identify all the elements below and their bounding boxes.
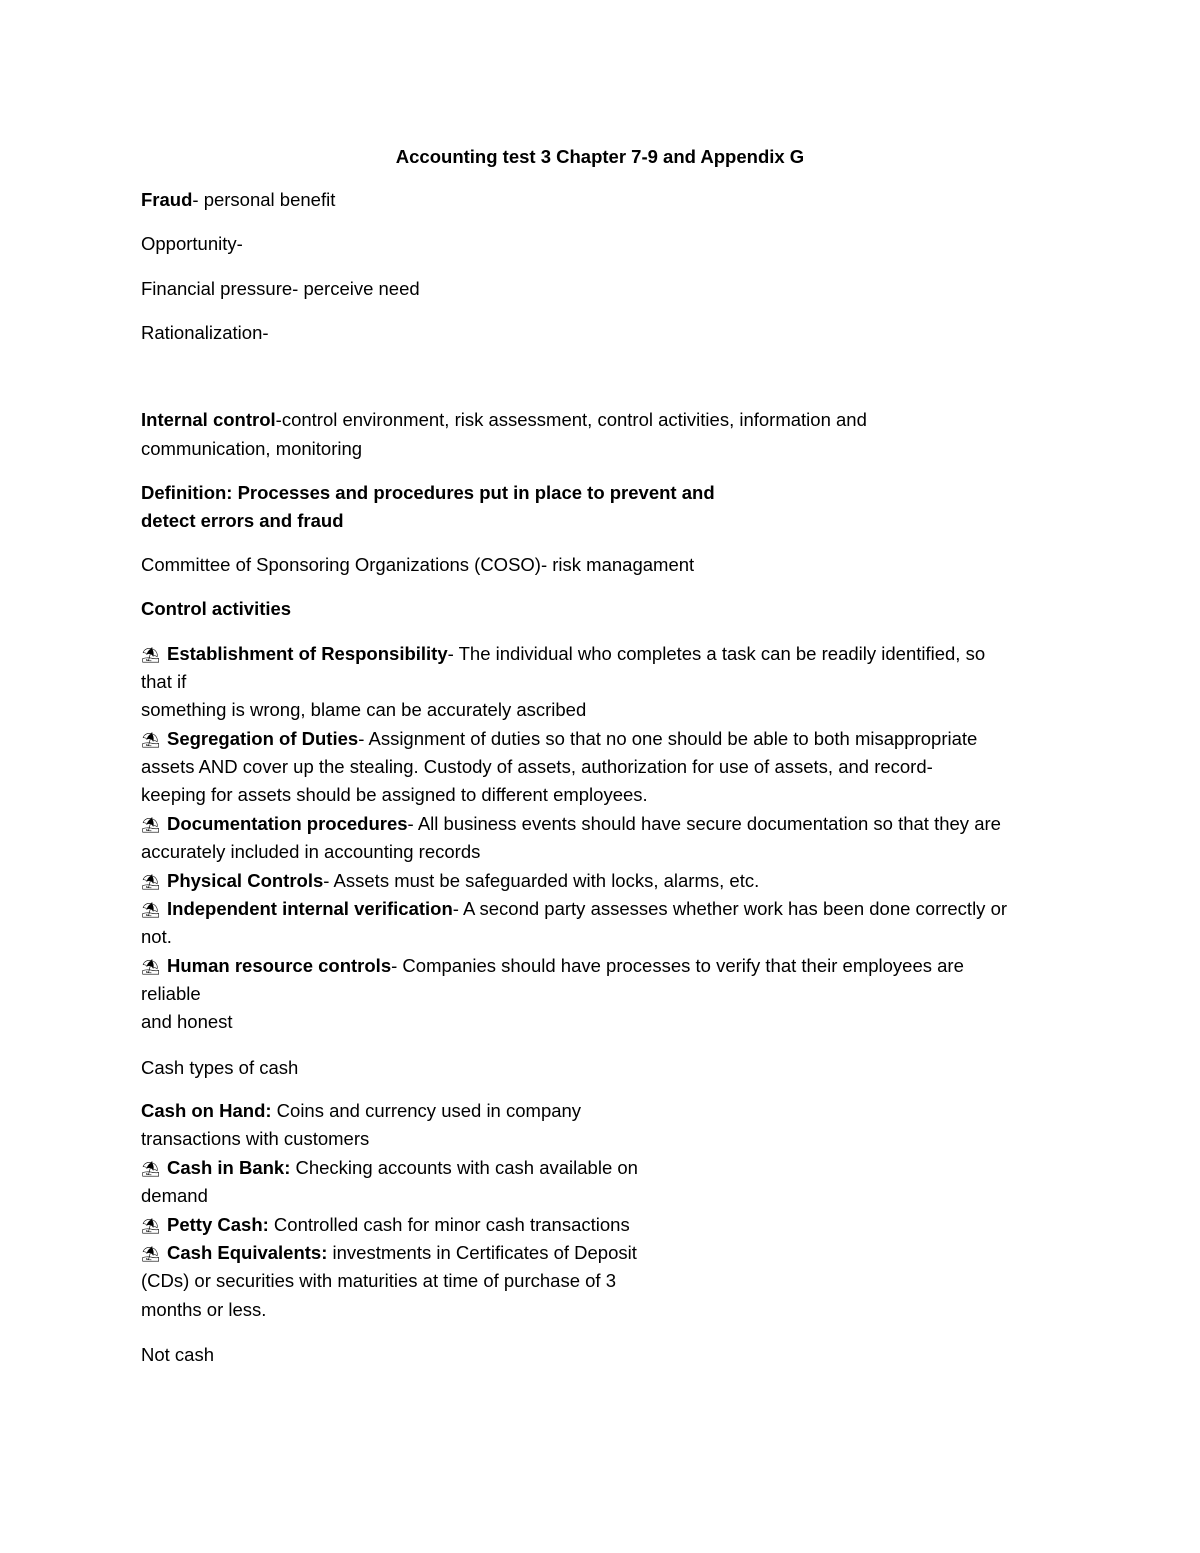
control-activity-term: Documentation procedures	[167, 813, 408, 834]
control-activity-continuation: reliable	[141, 983, 201, 1004]
control-activity-term: Independent internal verification	[167, 898, 453, 919]
beach-umbrella-icon: ⛱	[141, 1218, 161, 1235]
control-activity-item	[141, 897, 1007, 923]
control-activity-item	[141, 954, 964, 980]
definition-line-2	[141, 509, 344, 533]
beach-umbrella-icon: ⛱	[141, 732, 161, 749]
control-activity-continuation: that if	[141, 671, 187, 692]
cash-on-hand-term: Cash on Hand:	[141, 1100, 272, 1121]
cash-type-continuation: months or less.	[141, 1299, 267, 1320]
cash-type-item	[141, 1241, 637, 1267]
internal-control-line-2: communication, monitoring	[141, 438, 363, 459]
internal-control-line	[141, 408, 867, 432]
control-activities-heading-text: Control activities	[141, 598, 292, 619]
cash-type-text: investments in Certificates of Deposit	[327, 1242, 637, 1263]
cash-heading: Cash types of cash	[141, 1057, 299, 1078]
cash-type-continuation: demand	[141, 1185, 208, 1206]
definition-text-1: Definition: Processes and procedures put in place to prevent and	[141, 482, 715, 503]
cash-type-text: Controlled cash for minor cash transactions	[268, 1214, 630, 1235]
cash-type-continuation: (CDs) or securities with maturities at time of purchase of 3	[141, 1270, 616, 1291]
cash-on-hand-continuation: transactions with customers	[141, 1128, 370, 1149]
control-activity-text: - A second party assesses whether work has been done correctly or	[452, 898, 1008, 919]
fraud-term: Fraud	[141, 189, 193, 210]
coso-line: Committee of Sponsoring Organizations (COSO)- risk managament	[141, 554, 695, 575]
financial-pressure-line: Financial pressure- perceive need	[141, 278, 420, 299]
control-activity-term: Segregation of Duties	[167, 728, 359, 749]
internal-control-term: Internal control	[141, 409, 276, 430]
beach-umbrella-icon: ⛱	[141, 902, 161, 919]
control-activity-text: - Assignment of duties so that no one should be able to both misappropriate	[358, 728, 978, 749]
cash-on-hand-line	[141, 1099, 581, 1123]
control-activity-item	[141, 642, 985, 668]
control-activity-term: Human resource controls	[167, 955, 392, 976]
beach-umbrella-icon: ⛱	[141, 959, 161, 976]
control-activity-continuation: something is wrong, blame can be accurately ascribed	[141, 699, 587, 720]
cash-on-hand-text: Coins and currency used in company	[271, 1100, 582, 1121]
control-activity-continuation: not.	[141, 926, 172, 947]
control-activities-heading	[141, 597, 291, 621]
definition-text-2: detect errors and fraud	[141, 510, 344, 531]
control-activity-term: Physical Controls	[167, 870, 324, 891]
beach-umbrella-icon: ⛱	[141, 1161, 161, 1178]
control-activity-text: - The individual who completes a task can be readily identified, so	[447, 643, 986, 664]
control-activity-item	[141, 812, 1001, 838]
fraud-text: - personal benefit	[192, 189, 336, 210]
control-activity-item	[141, 727, 977, 753]
cash-type-term: Cash in Bank:	[167, 1157, 291, 1178]
cash-type-term: Cash Equivalents:	[167, 1242, 328, 1263]
internal-control-text: -control environment, risk assessment, control activities, information and	[275, 409, 867, 430]
beach-umbrella-icon: ⛱	[141, 1246, 161, 1263]
opportunity-line: Opportunity-	[141, 233, 243, 254]
beach-umbrella-icon: ⛱	[141, 647, 161, 664]
control-activity-continuation: assets AND cover up the stealing. Custody of assets, authorization for use of assets, and record-	[141, 756, 933, 777]
control-activity-continuation: and honest	[141, 1011, 233, 1032]
definition-line-1	[141, 481, 715, 505]
control-activity-continuation: accurately included in accounting records	[141, 841, 481, 862]
not-cash-heading: Not cash	[141, 1344, 215, 1365]
control-activity-item	[141, 869, 759, 895]
page-title: Accounting test 3 Chapter 7-9 and Appendix G	[395, 146, 805, 167]
cash-type-text: Checking accounts with cash available on	[290, 1157, 638, 1178]
beach-umbrella-icon: ⛱	[141, 817, 161, 834]
control-activity-continuation: keeping for assets should be assigned to different employees.	[141, 784, 648, 805]
cash-type-item	[141, 1156, 638, 1182]
cash-type-item	[141, 1213, 630, 1239]
cash-type-term: Petty Cash:	[167, 1214, 269, 1235]
fraud-line	[141, 188, 335, 212]
beach-umbrella-icon: ⛱	[141, 874, 161, 891]
control-activity-text: - Companies should have processes to verify that their employees are	[391, 955, 964, 976]
control-activity-text: - Assets must be safeguarded with locks, alarms, etc.	[323, 870, 760, 891]
control-activity-term: Establishment of Responsibility	[167, 643, 448, 664]
rationalization-line: Rationalization-	[141, 322, 269, 343]
control-activity-text: - All business events should have secure documentation so that they are	[407, 813, 1001, 834]
